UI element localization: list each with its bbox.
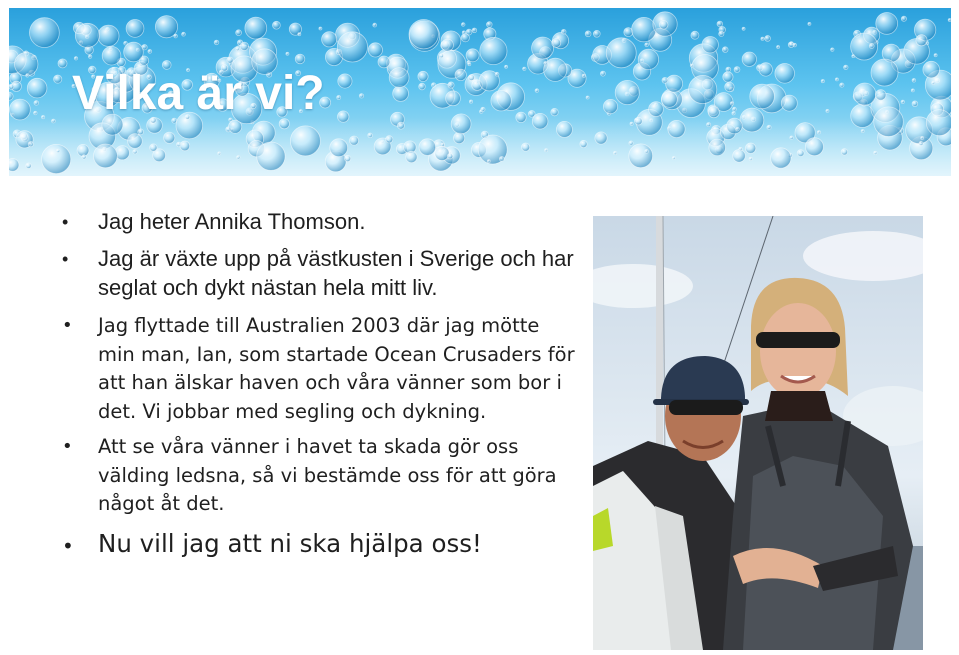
bubble-shape: [662, 92, 678, 108]
bubble-shape: [128, 134, 143, 149]
bubble-shape: [544, 62, 547, 65]
bubble-shape: [561, 29, 566, 34]
bubble-shape: [934, 54, 937, 57]
bubble-shape: [82, 155, 86, 159]
bullet-item: [62, 528, 582, 560]
bubble-shape: [739, 147, 742, 150]
bubble-shape: [874, 107, 904, 137]
bubble-shape: [781, 95, 797, 111]
bubble-shape: [227, 57, 233, 63]
bubble-shape: [725, 82, 734, 91]
bubble-shape: [54, 75, 62, 83]
bubble-shape: [419, 83, 426, 90]
bubble-shape: [9, 84, 14, 89]
bullet-text: Jag heter Annika Thomson.: [98, 209, 366, 234]
bullet-item: [62, 433, 582, 519]
bubble-shape: [124, 42, 144, 62]
bubble-shape: [595, 132, 607, 144]
bubble-shape: [52, 119, 56, 123]
header-banner: [9, 8, 951, 176]
bubble-shape: [448, 82, 454, 88]
bubble-shape: [454, 132, 465, 143]
bubble-shape: [742, 27, 745, 30]
bubble-shape: [750, 84, 775, 109]
bubble-shape: [393, 86, 409, 102]
bubble-shape: [237, 156, 240, 159]
bubble-shape: [446, 91, 461, 106]
bubble-shape: [926, 110, 951, 136]
bullet-item: [62, 244, 582, 302]
bubble-shape: [298, 33, 301, 36]
bubble-shape: [638, 49, 658, 69]
bubble-shape: [745, 143, 755, 153]
bubble-shape: [761, 37, 764, 40]
bubble-shape: [875, 90, 886, 101]
bubble-shape: [923, 61, 940, 78]
bubble-shape: [551, 108, 558, 115]
bubble-shape: [736, 127, 739, 130]
bubble-shape: [948, 19, 951, 22]
bubble-shape: [102, 46, 121, 65]
bubble-shape: [749, 157, 752, 160]
bubble-shape: [861, 130, 864, 133]
bubble-shape: [487, 22, 493, 28]
bubble-shape: [481, 107, 485, 111]
bubble-shape: [932, 81, 935, 84]
bubble-shape: [322, 32, 337, 47]
bubble-shape: [632, 17, 656, 41]
bubble-shape: [409, 20, 438, 49]
bubble-shape: [499, 157, 504, 162]
bubble-shape: [793, 43, 797, 47]
bubble-shape: [708, 107, 719, 118]
bubble-shape: [645, 43, 649, 47]
bubble-shape: [603, 99, 617, 113]
bubble-shape: [876, 13, 898, 35]
bubble-shape: [901, 100, 904, 103]
bubble-shape: [26, 163, 31, 168]
bubble-shape: [775, 64, 795, 84]
bubble-shape: [733, 107, 737, 111]
bubble-shape: [148, 50, 152, 54]
bullet-text: Att se våra vänner i havet ta skada gör oss välding ledsna, så vi bestämde oss för att göra något åt det.: [98, 435, 557, 515]
bullet-icon: •: [62, 533, 74, 558]
bubble-shape: [337, 96, 341, 100]
bubble-shape: [606, 38, 636, 68]
bubble-shape: [286, 52, 289, 55]
bubble-shape: [912, 79, 916, 83]
bubble-shape: [34, 111, 37, 114]
bubble-shape: [614, 151, 617, 154]
bubble-shape: [821, 80, 824, 83]
bubble-shape: [435, 146, 449, 160]
bubble-shape: [689, 75, 717, 103]
bubble-shape: [831, 48, 834, 51]
bullet-item: [62, 207, 582, 236]
bubble-shape: [245, 17, 267, 39]
bubble-shape: [844, 65, 848, 69]
bubble-shape: [338, 74, 352, 88]
bubble-shape: [635, 117, 643, 125]
bullet-list: [62, 207, 582, 560]
bubble-shape: [630, 122, 633, 125]
bullet-icon: •: [62, 249, 69, 269]
bubble-shape: [126, 20, 144, 38]
bubble-shape: [406, 151, 417, 162]
bubble-shape: [645, 150, 649, 154]
bubble-shape: [516, 112, 526, 122]
bubble-shape: [74, 57, 77, 60]
bubble-shape: [58, 59, 67, 68]
bubble-shape: [472, 28, 477, 33]
bubble-shape: [545, 149, 548, 152]
bubble-shape: [150, 144, 157, 151]
bubble-shape: [236, 47, 239, 50]
bubble-shape: [345, 155, 351, 161]
bubble-shape: [817, 131, 820, 134]
bubble-shape: [30, 18, 60, 48]
bubble-shape: [615, 80, 639, 104]
bubble-shape: [600, 71, 605, 76]
bubble-shape: [805, 138, 823, 156]
bubble-shape: [709, 139, 726, 156]
bubble-shape: [34, 101, 39, 106]
bubble-shape: [771, 148, 791, 168]
bubble-shape: [15, 52, 38, 75]
bullet-text: Jag flyttade till Australien 2003 där jag mötte min man, Ian, som startade Ocean Crusaders för att han älskar haven och våra vänner som bor i det. Vi jobbar med segling och dykning.: [98, 314, 575, 423]
bubble-shape: [916, 35, 927, 46]
bubble-shape: [522, 143, 530, 151]
bubble-shape: [544, 58, 567, 81]
bubble-shape: [532, 37, 554, 59]
bubble-shape: [468, 63, 471, 66]
bubble-shape: [535, 89, 539, 93]
bubble-shape: [911, 89, 914, 92]
bubble-shape: [378, 56, 390, 68]
bubble-shape: [42, 116, 45, 119]
bubble-shape: [9, 159, 19, 172]
bubble-shape: [451, 114, 471, 134]
bubble-shape: [218, 152, 221, 155]
bullet-icon: •: [62, 212, 69, 232]
bubble-shape: [27, 78, 47, 98]
bubble-shape: [9, 92, 13, 100]
bubble-shape: [214, 40, 219, 45]
bubble-shape: [182, 32, 186, 36]
bubble-shape: [26, 74, 29, 77]
bubble-shape: [659, 21, 668, 30]
bubble-shape: [295, 54, 305, 64]
bubble-shape: [338, 111, 349, 122]
bubble-shape: [869, 44, 874, 49]
bubble-shape: [495, 72, 499, 76]
bubble-shape: [765, 36, 771, 42]
bubble-shape: [556, 121, 572, 137]
bubble-shape: [921, 137, 924, 140]
bubble-shape: [719, 31, 724, 36]
bubble-shape: [10, 99, 31, 120]
bubble-shape: [740, 108, 764, 132]
bubble-shape: [691, 31, 699, 39]
bubble-shape: [180, 141, 190, 151]
bubble-shape: [138, 129, 144, 135]
bubble-shape: [330, 139, 348, 157]
bubble-shape: [491, 91, 511, 111]
bubble-shape: [447, 153, 452, 158]
bubble-shape: [808, 22, 811, 25]
bubble-shape: [854, 83, 876, 105]
bubble-shape: [840, 83, 844, 87]
bubble-shape: [389, 68, 409, 88]
bubble-shape: [257, 142, 285, 170]
bubble-shape: [441, 39, 453, 51]
bubble-shape: [790, 136, 793, 139]
bubble-shape: [461, 34, 469, 42]
bubble-shape: [826, 109, 829, 112]
bubble-shape: [28, 142, 33, 147]
bubble-shape: [742, 52, 756, 66]
bubble-shape: [273, 21, 281, 29]
bubble-shape: [552, 38, 561, 47]
bubble-shape: [523, 67, 526, 70]
bubble-shape: [419, 139, 436, 156]
bubble-shape: [368, 43, 382, 57]
bubble-shape: [386, 136, 393, 143]
bullet-text: Jag är växte upp på västkusten i Sverige och har seglat och dykt nästan hela mitt liv.: [98, 246, 574, 300]
bubble-shape: [174, 34, 178, 38]
couple-photo: [593, 216, 923, 650]
bubble-shape: [723, 72, 733, 82]
bubble-shape: [901, 16, 906, 21]
bubble-shape: [919, 141, 923, 145]
bubble-shape: [75, 23, 99, 47]
bubble-shape: [88, 55, 91, 58]
bubble-shape: [835, 78, 838, 81]
bullet-item: [62, 312, 582, 426]
bubble-shape: [734, 67, 740, 73]
bubble-shape: [871, 59, 898, 86]
bubble-shape: [240, 42, 248, 50]
bubble-shape: [455, 69, 466, 80]
couple-on-sailboat-image: [593, 216, 923, 650]
bubble-shape: [94, 144, 118, 168]
bubble-shape: [77, 144, 89, 156]
bubble-shape: [668, 120, 685, 137]
slide-title: Vilka är vi?: [72, 67, 325, 120]
bubble-shape: [582, 74, 585, 77]
bubble-shape: [732, 112, 735, 115]
bubble-shape: [912, 101, 918, 107]
bubble-shape: [662, 77, 668, 83]
bubble-shape: [441, 143, 444, 146]
bullet-text: Nu vill jag att ni ska hjälpa oss!: [98, 528, 482, 558]
bubble-shape: [629, 141, 633, 145]
bubble-shape: [439, 54, 443, 58]
bubble-shape: [337, 32, 367, 62]
bubble-shape: [418, 71, 428, 81]
bubble-shape: [397, 122, 404, 129]
bubble-shape: [469, 100, 472, 103]
bubble-shape: [767, 125, 771, 129]
bubble-shape: [690, 64, 693, 67]
bullet-icon: •: [62, 436, 73, 457]
bubble-shape: [42, 144, 71, 173]
bubble-shape: [777, 46, 780, 49]
bubble-shape: [133, 150, 137, 154]
bubble-shape: [468, 75, 474, 81]
bubble-shape: [164, 132, 175, 143]
bubble-shape: [236, 30, 242, 36]
bubble-shape: [98, 25, 119, 46]
bubble-shape: [368, 133, 373, 138]
bubble-shape: [480, 37, 507, 64]
bubble-shape: [702, 37, 718, 53]
bubble-shape: [319, 27, 322, 30]
bubble-shape: [759, 63, 772, 76]
bubble-shape: [290, 126, 320, 156]
bubble-shape: [730, 102, 733, 105]
bubble-shape: [532, 113, 548, 129]
bubble-shape: [585, 31, 591, 37]
bubble-shape: [373, 23, 377, 27]
bullet-icon: •: [62, 315, 73, 336]
bubble-shape: [629, 144, 653, 168]
bubble-shape: [56, 149, 59, 152]
bubble-shape: [649, 102, 664, 117]
bubble-shape: [797, 150, 804, 157]
bubble-shape: [733, 150, 746, 163]
bubble-shape: [841, 149, 847, 155]
bubble-shape: [722, 47, 728, 53]
bubble-shape: [726, 67, 731, 72]
bubble-shape: [707, 123, 711, 127]
bubble-shape: [727, 118, 743, 134]
bubble-shape: [580, 140, 587, 147]
bubble-shape: [874, 151, 877, 154]
bubble-shape: [666, 75, 683, 92]
bubble-shape: [461, 23, 465, 27]
bubble-shape: [586, 96, 589, 99]
bubble-shape: [505, 65, 508, 68]
bubble-shape: [717, 21, 723, 27]
bubble-shape: [359, 94, 363, 98]
bubble-shape: [487, 160, 490, 163]
bubble-shape: [593, 30, 600, 37]
bubble-shape: [672, 157, 675, 160]
bubble-shape: [349, 136, 358, 145]
bullet-list-container: [62, 207, 582, 560]
bubble-shape: [466, 49, 479, 62]
